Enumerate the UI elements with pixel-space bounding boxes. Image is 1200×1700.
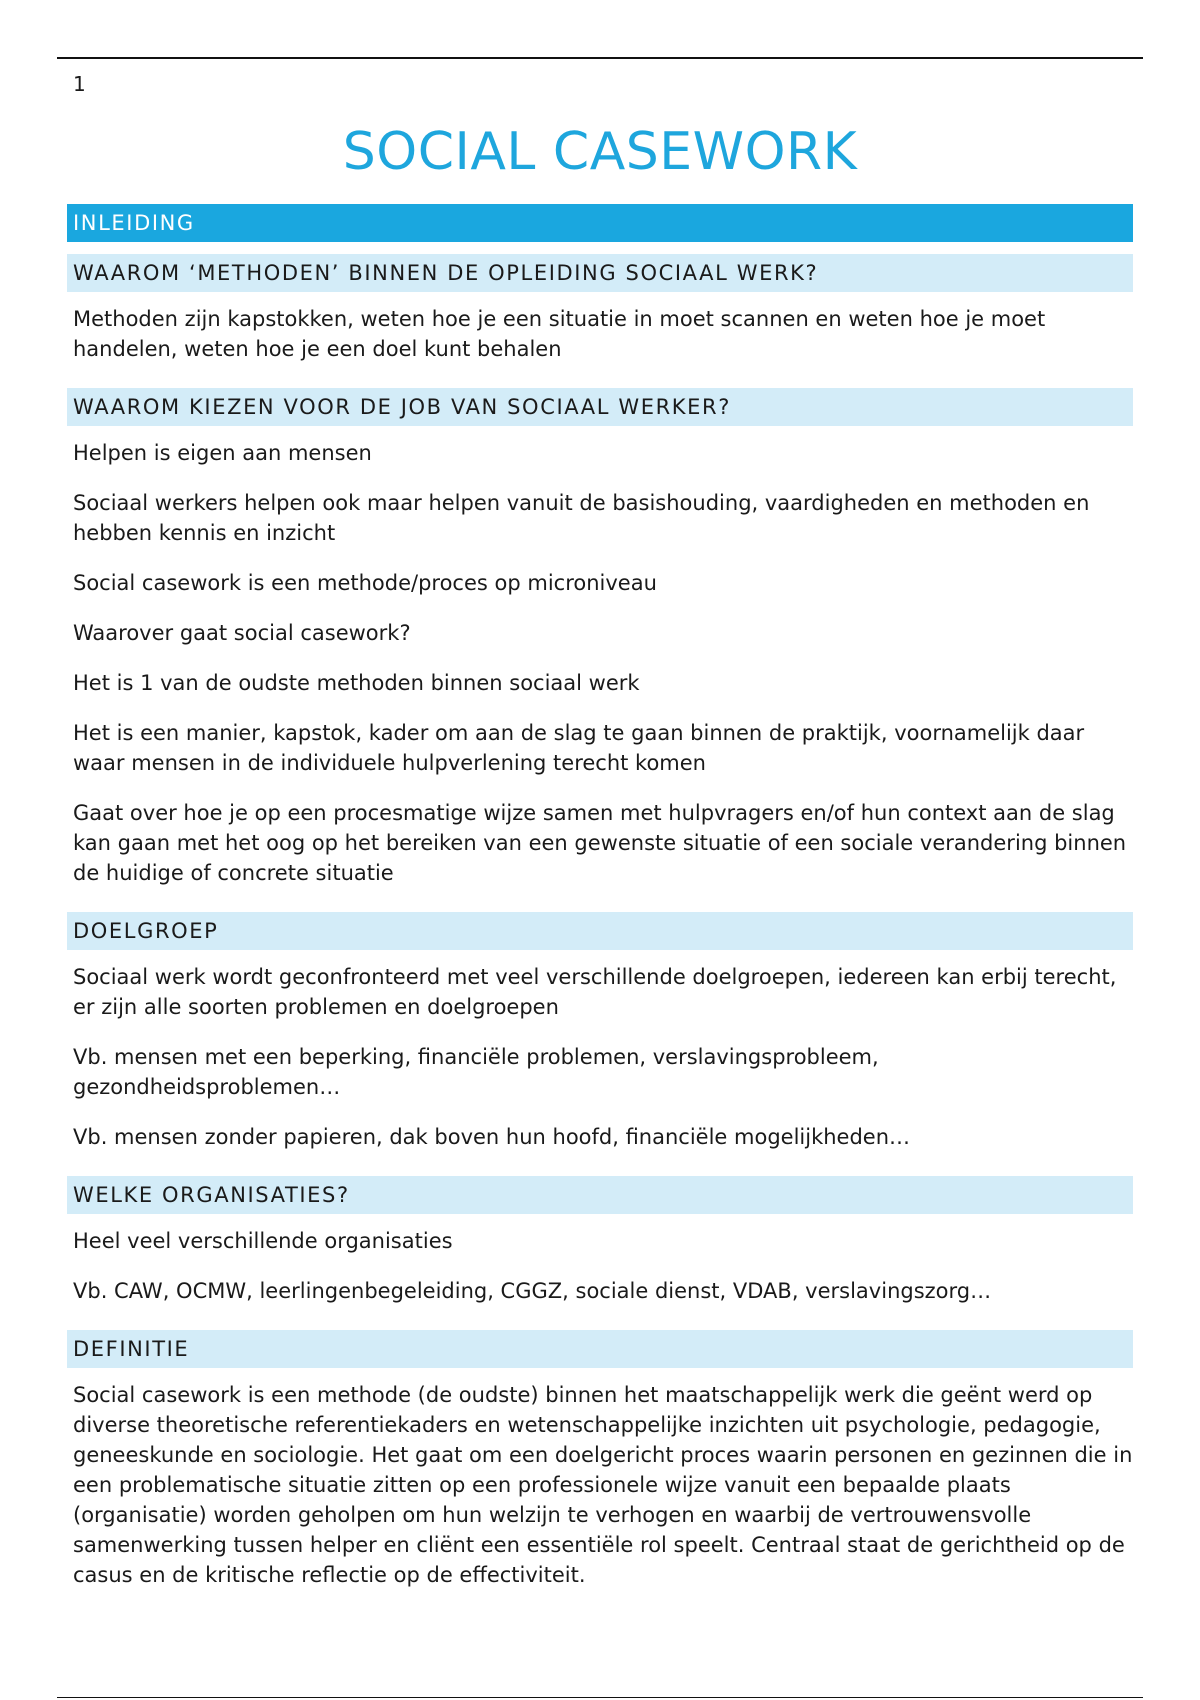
paragraph: Vb. mensen met een beperking, financiële problemen, verslavingsprobleem, gezondheidsproblemen… [73,1045,879,1099]
heading-welke-organisaties: WELKE ORGANISATIES? [67,1176,1133,1214]
header-rule [57,57,1143,59]
paragraph: Sociaal werk wordt geconfronteerd met veel verschillende doelgroepen, iedereen kan erbij terecht, er zijn alle soorten problemen en doelgroepen [73,965,1117,1019]
page-title: SOCIAL CASEWORK [342,122,858,182]
paragraph: Methoden zijn kapstokken, weten hoe je een situatie in moet scannen en weten hoe je moet handelen, weten hoe je een doel kunt behalen [73,307,1046,361]
heading-definitie: DEFINITIE [67,1330,1133,1368]
paragraph: Sociaal werkers helpen ook maar helpen vanuit de basishouding, vaardigheden en methoden en hebben kennis en inzicht [73,491,1090,545]
paragraph: Waarover gaat social casework? [73,621,411,645]
paragraph: Helpen is eigen aan mensen [73,441,372,465]
paragraph: Social casework is een methode (de oudste) binnen het maatschappelijk werk die geënt werd op diverse theoretische referentiekaders en wetenschappelijke inzichten uit psychologie, pedagogie, geneeskunde en sociologie. Het gaat om een doelgericht proces waarin personen en gezinnen die in een problematische situatie zitten op een professionele wijze vanuit een bepaalde plaats (organisatie) worden geholpen om hun welzijn te verhogen en waarbij de vertrouwensvolle samenwerking tussen helper en cliënt een essentiële rol speelt. Centraal staat de gerichtheid op de casus en de kritische reflectie op de effectiviteit. [73,1383,1133,1587]
footer-rule [57,1697,1143,1698]
page-number: 1 [73,72,86,96]
paragraph: Gaat over hoe je op een procesmatige wijze samen met hulpvragers en/of hun context aan de slag kan gaan met het oog op het bereiken van een gewenste situatie of een sociale verandering binnen de huidige of concrete situatie [73,801,1127,885]
paragraph: Het is 1 van de oudste methoden binnen sociaal werk [73,671,640,695]
document-body [67,204,1133,1610]
heading-waarom-kiezen: WAAROM KIEZEN VOOR DE JOB VAN SOCIAAL WERKER? [67,388,1133,426]
paragraph: Social casework is een methode/proces op microniveau [73,571,657,595]
paragraph: Vb. mensen zonder papieren, dak boven hun hoofd, financiële mogelijkheden… [73,1125,911,1149]
heading-doelgroep: DOELGROEP [67,912,1133,950]
heading-inleiding: INLEIDING [67,204,1133,242]
paragraph: Het is een manier, kapstok, kader om aan de slag te gaan binnen de praktijk, voornamelijk daar waar mensen in de individuele hulpverlening terecht komen [73,721,1085,775]
paragraph: Heel veel verschillende organisaties [73,1229,453,1253]
paragraph: Vb. CAW, OCMW, leerlingenbegeleiding, CGGZ, sociale dienst, VDAB, verslavingszorg… [73,1279,992,1303]
heading-waarom-methoden: WAAROM ‘METHODEN’ BINNEN DE OPLEIDING SOCIAAL WERK? [67,254,1133,292]
